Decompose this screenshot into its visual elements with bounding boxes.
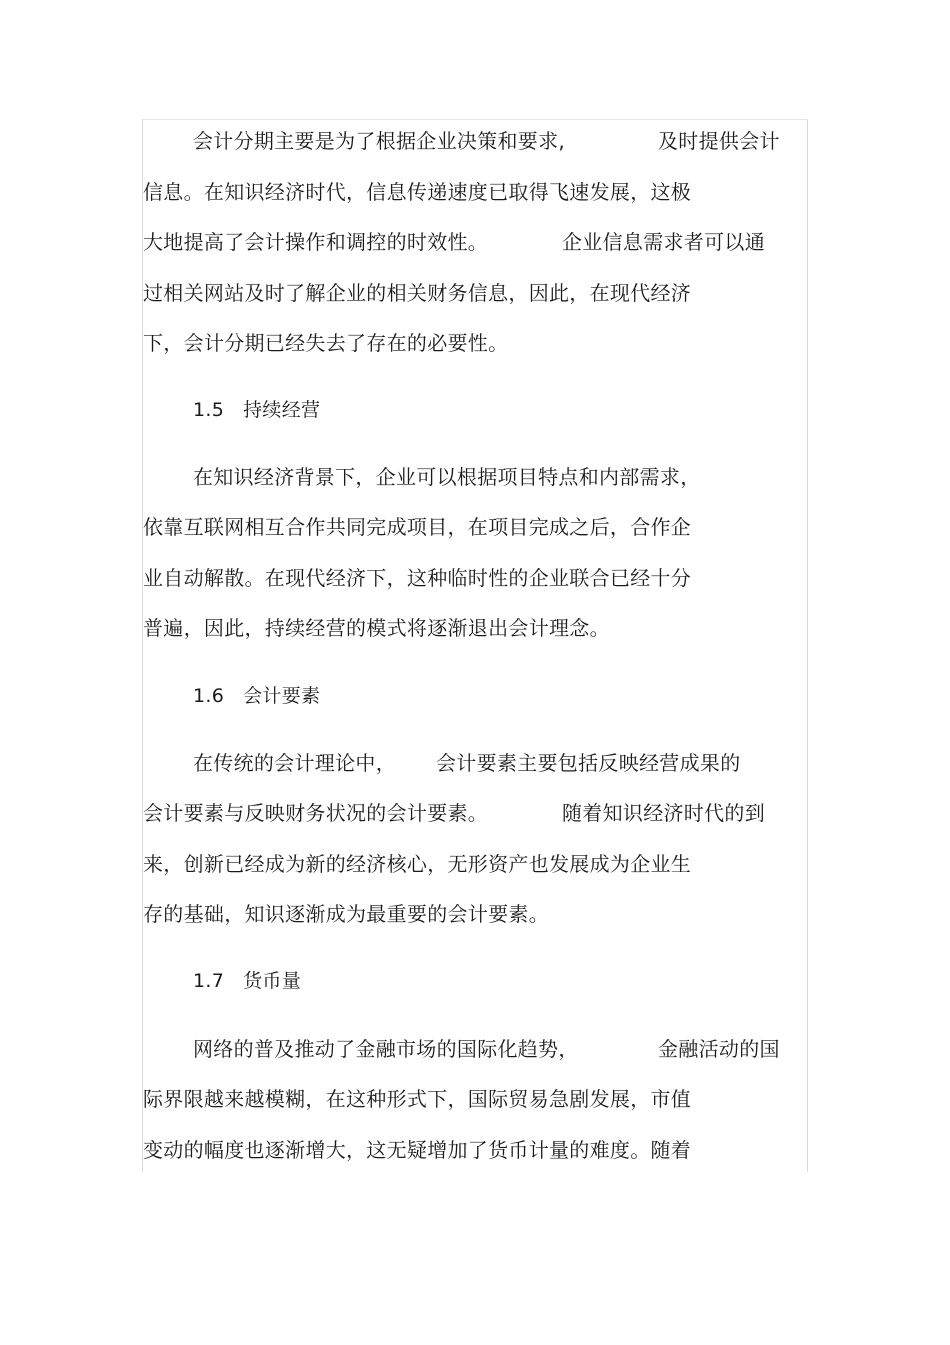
- paragraph-line-tail: 会计要素主要包括反映经营成果的: [436, 751, 741, 775]
- paragraph-line: 信息。在知识经济时代，信息传递速度已取得飞速发展，这极: [143, 180, 692, 204]
- paragraph-line: 在知识经济背景下，企业可以根据项目特点和内部需求，: [193, 465, 701, 489]
- paragraph-line-tail: 及时提供会计: [658, 129, 780, 153]
- section-heading: 1.7 货币量: [193, 970, 302, 992]
- paragraph-line: 会计要素与反映财务状况的会计要素。: [143, 801, 489, 825]
- paragraph-line: 依靠互联网相互合作共同完成项目，在项目完成之后，合作企: [143, 515, 692, 539]
- paragraph-line: 网络的普及推动了金融市场的国际化趋势，: [193, 1037, 579, 1061]
- paragraph-line-tail: 企业信息需求者可以通: [562, 230, 765, 254]
- paragraph-line: 过相关网站及时了解企业的相关财务信息，因此，在现代经济: [143, 281, 692, 305]
- page-frame: [142, 119, 808, 1172]
- paragraph-line-tail: 金融活动的国: [658, 1037, 780, 1061]
- paragraph-line: 业自动解散。在现代经济下，这种临时性的企业联合已经十分: [143, 566, 692, 590]
- paragraph-line: 际界限越来越模糊，在这种形式下，国际贸易急剧发展，市值: [143, 1087, 692, 1111]
- paragraph-line: 存的基础，知识逐渐成为最重要的会计要素。: [143, 902, 549, 926]
- paragraph-line: 在传统的会计理论中，: [193, 751, 396, 775]
- paragraph-line: 大地提高了会计操作和调控的时效性。: [143, 230, 489, 254]
- paragraph-line: 下，会计分期已经失去了存在的必要性。: [143, 331, 509, 355]
- section-heading: 1.5 持续经营: [193, 399, 321, 421]
- section-heading: 1.6 会计要素: [193, 685, 321, 707]
- paragraph-line-tail: 随着知识经济时代的到: [562, 801, 765, 825]
- paragraph-line: 会计分期主要是为了根据企业决策和要求,: [193, 129, 566, 153]
- paragraph-line: 普遍，因此，持续经营的模式将逐渐退出会计理念。: [143, 616, 610, 640]
- paragraph-line: 来，创新已经成为新的经济核心，无形资产也发展成为企业生: [143, 852, 692, 876]
- paragraph-line: 变动的幅度也逐渐增大，这无疑增加了货币计量的难度。随着: [143, 1138, 692, 1162]
